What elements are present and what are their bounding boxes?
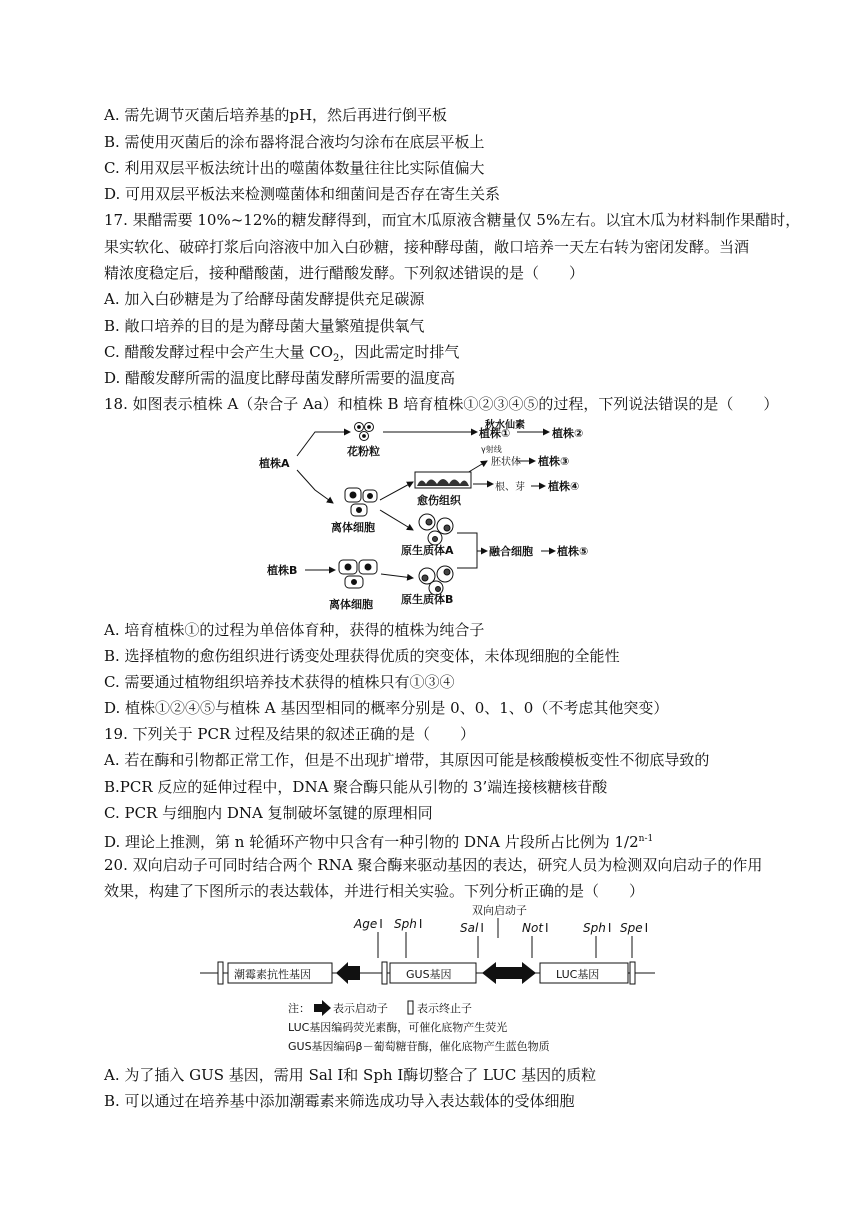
q17-option-b: B. 敞口培养的目的是为酵母菌大量繁殖提供氧气 (104, 317, 425, 335)
label-not: Not Ⅰ (522, 921, 549, 935)
q19-option-b: B.PCR 反应的延伸过程中，DNA 聚合酶只能从引物的 3’端连接核糖核苷酸 (104, 778, 608, 796)
q18-option-d: D. 植株①②④⑤与植株 A 基因型相同的概率分别是 0、0、1、0（不考虑其他突变） (104, 699, 669, 717)
label-plant-2: 植株② (552, 427, 584, 440)
q19-option-d-sup: n-1 (638, 834, 654, 844)
q17-option-a: A. 加入白砂糖是为了给酵母菌发酵提供充足碳源 (104, 290, 425, 308)
label-pollen: 花粉粒 (347, 445, 380, 458)
hyg-gene-label: 潮霉素抗性基因 (234, 968, 311, 981)
q20-option-a: A. 为了插入 GUS 基因，需用 Sal Ⅰ和 Sph Ⅰ酶切整合了 LUC 基因的质粒 (104, 1066, 597, 1084)
pollen-grain-icon (355, 423, 374, 441)
q19-option-d (104, 829, 653, 852)
terminator-left-icon (218, 962, 223, 984)
label-bidirectional-promoter: 双向启动子 (472, 904, 527, 917)
q19-option-a: A. 若在酶和引物都正常工作，但是不出现扩增带，其原因可能是核酸模板变性不彻底导致的 (104, 751, 710, 769)
gus-gene-label: GUS基因 (406, 968, 452, 981)
q17-stem-line2: 果实软化、破碎打浆后向溶液中加入白砂糖，接种酵母菌，敞口培养一天左右转为密闭发酵。当酒 (104, 238, 750, 256)
label-gamma-ray: γ射线 (481, 445, 502, 454)
isolated-cell-a-icon (345, 488, 377, 516)
note-terminator-text: 表示终止子 (417, 1002, 472, 1015)
q19-option-c: C. PCR 与细胞内 DNA 复制破坏氢键的原理相同 (104, 804, 433, 822)
label-plant-5: 植株⑤ (557, 545, 589, 558)
note-terminator-icon (408, 1001, 413, 1014)
q19-stem: 19. 下列关于 PCR 过程及结果的叙述正确的是（ ） (104, 725, 476, 743)
label-plant-4: 植株④ (548, 480, 580, 493)
protoplast-a-icon (419, 514, 453, 545)
q17-option-c (104, 342, 459, 369)
q17-option-c-pre: C. 醋酸发酵过程中会产生大量 CO (104, 343, 334, 361)
label-plant-b: 植株B (267, 564, 298, 577)
q17-stem-line3: 精浓度稳定后，接种醋酸菌，进行醋酸发酵。下列叙述错误的是（ ） (104, 264, 585, 282)
label-isolated-cell-a: 离体细胞 (331, 521, 375, 534)
q19-option-d-text: D. 理论上推测，第 n 轮循环产物中只含有一种引物的 DNA 片段所占比例为 1/2 (104, 833, 639, 851)
label-plant-3: 植株③ (538, 455, 570, 468)
label-protoplast-b: 原生质体B (401, 593, 454, 606)
label-isolated-cell-b: 离体细胞 (329, 598, 373, 611)
label-age: Age Ⅰ (354, 917, 383, 931)
label-colchicine: 秋水仙素 (485, 420, 525, 431)
q20-stem-line1: 20. 双向启动子可同时结合两个 RNA 聚合酶来驱动基因的表达，研究人员为检测双向启动子的作用 (104, 856, 763, 874)
q16-option-c: C. 利用双层平板法统计出的噬菌体数量往往比实际值偏大 (104, 159, 485, 177)
label-protoplast-a: 原生质体A (401, 544, 454, 557)
q16-option-d: D. 可用双层平板法来检测噬菌体和细菌间是否存在寄生关系 (104, 185, 501, 203)
note-luc-text: LUC基因编码荧光素酶，可催化底物产生荧光 (288, 1021, 508, 1034)
note-promoter-icon (314, 1000, 331, 1016)
q20-vector-figure (200, 900, 660, 1062)
q17-option-c-post: ，因此需定时排气 (339, 343, 460, 361)
q17-option-c-sub: 2 (333, 353, 340, 364)
terminator-right-icon (630, 962, 635, 984)
label-fused-cell: 融合细胞 (489, 545, 533, 558)
label-sph-2: Sph Ⅰ (583, 921, 612, 935)
q18-option-c: C. 需要通过植物组织培养技术获得的植株只有①③④ (104, 673, 455, 691)
terminator-mid-icon (382, 962, 387, 984)
promoter-left-arrow-icon (336, 962, 360, 984)
q20-stem-line2: 效果，构建了下图所示的表达载体，并进行相关实验。下列分析正确的是（ ） (104, 882, 645, 900)
q16-option-a: A. 需先调节灭菌后培养基的pH，然后再进行倒平板 (104, 106, 448, 124)
protoplast-b-icon (419, 566, 453, 595)
callus-tissue-icon (415, 472, 471, 488)
q16-option-b: B. 需使用灭菌后的涂布器将混合液均匀涂布在底层平板上 (104, 133, 485, 151)
label-sal: Sal Ⅰ (460, 921, 484, 935)
label-embryoid: 胚状体 (491, 457, 521, 468)
label-root-bud: 根、芽 (495, 482, 525, 493)
label-callus: 愈伤组织 (417, 494, 461, 507)
q17-option-d: D. 醋酸发酵所需的温度比酵母菌发酵所需要的温度高 (104, 369, 456, 387)
bidirectional-promoter-icon (482, 962, 536, 984)
label-plant-1: 植株① (479, 427, 511, 440)
q18-stem: 18. 如图表示植株 A（杂合子 Aa）和植株 B 培育植株①②③④⑤的过程，下列说法错误的是（ ） (104, 395, 779, 413)
note-label: 注： (288, 1002, 310, 1015)
note-gus-text: GUS基因编码β－葡萄糖苷酶，催化底物产生蓝色物质 (288, 1040, 550, 1053)
q18-option-b: B. 选择植物的愈伤组织进行诱变处理获得优质的突变体，未体现细胞的全能性 (104, 647, 620, 665)
q20-option-b: B. 可以通过在培养基中添加潮霉素来筛选成功导入表达载体的受体细胞 (104, 1092, 575, 1110)
label-sph-1: Sph Ⅰ (394, 917, 423, 931)
label-spe: Spe Ⅰ (620, 921, 649, 935)
isolated-cell-b-icon (339, 560, 377, 588)
luc-gene-label: LUC基因 (556, 968, 600, 981)
q17-stem-line1: 17. 果醋需要 10%~12%的糖发酵得到，而宜木瓜原液含糖量仅 5%左右。以宜木瓜为材料制作果醋时， (104, 211, 801, 229)
note-promoter-text: 表示启动子 (333, 1002, 388, 1015)
label-plant-a: 植株A (259, 457, 290, 470)
q18-figure (255, 418, 605, 614)
q18-option-a: A. 培育植株①的过程为单倍体育种，获得的植株为纯合子 (104, 621, 485, 639)
